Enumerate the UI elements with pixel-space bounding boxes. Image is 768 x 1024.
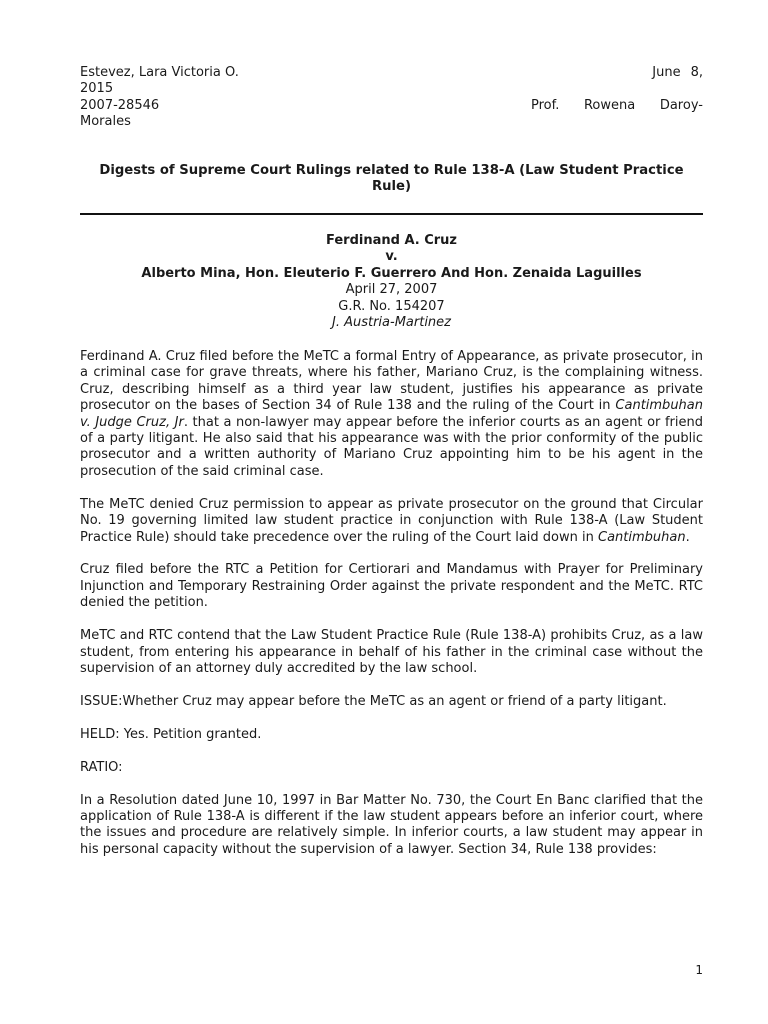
title-divider xyxy=(80,213,703,215)
prof-first: Rowena xyxy=(583,98,636,113)
page-number: 1 xyxy=(695,963,703,977)
author-name: Estevez, Lara Victoria O. xyxy=(80,65,239,80)
header-row-3 xyxy=(80,98,703,115)
decision-date: April 27, 2007 xyxy=(345,282,438,298)
versus: v. xyxy=(385,249,398,265)
document-title xyxy=(80,163,703,196)
petitioner: Ferdinand A. Cruz xyxy=(326,233,457,248)
paragraph-facts-1: Ferdinand A. Cruz filed before the MeTC a formal Entry of Appearance, as private prosecutor, in a criminal case for grave threats, where his father, Mariano Cruz, is the complaining witness. Cruz, describing himself as a third year law student, justifies his appearance as private prosecutor on the bases of Section 34 of Rule 138 and the ruling of the Court in Cantimbuhan v. Judge Cruz, Jr. that a non-lawyer may appear before the inferior courts as an agent or friend of a party litigant. He also said that his appearance was with the prior conformity of the public prosecutor and a written authority of Mariano Cruz appointing him to be his agent in the prosecution of the said criminal case. xyxy=(80,349,703,479)
paragraph-issue: ISSUE:Whether Cruz may appear before the MeTC as an agent or friend of a party litigant. xyxy=(80,693,667,709)
gr-number: G.R. No. 154207 xyxy=(338,298,445,314)
paragraph-ratio-heading: RATIO: xyxy=(80,759,123,775)
paragraph-ratio: In a Resolution dated June 10, 1997 in Bar Matter No. 730, the Court En Banc clarified that the application of Rule 138-A is different if the law student appears before an inferior court, where the issues and procedure are relatively simple. In inferior courts, a law student may appear in his personal capacity without the supervision of a lawyer. Section 34, Rule 138 provides: xyxy=(80,792,703,857)
paragraph-facts-3: Cruz filed before the RTC a Petition for Certiorari and Mandamus with Prayer for Preliminary Injunction and Temporary Restraining Order against the private respondent and the MeTC. RTC denied the petition. xyxy=(80,562,703,611)
case-caption xyxy=(80,233,703,331)
header-row-1 xyxy=(80,65,703,82)
prof-last-part1: Daroy- xyxy=(659,98,703,113)
prof-label: Prof. xyxy=(531,98,560,113)
respondents: Alberto Mina, Hon. Eleuterio F. Guerrero And Hon. Zenaida Laguilles xyxy=(141,265,642,281)
prof-last-part2: Morales xyxy=(80,114,131,129)
year: 2015 xyxy=(80,81,114,96)
case-citation: Cantimbuhan v. Judge Cruz, Jr xyxy=(80,398,703,430)
digest-body xyxy=(80,349,703,875)
student-number: 2007-28546 xyxy=(80,98,160,113)
date-part1: June xyxy=(652,65,681,80)
professor xyxy=(531,98,703,114)
case-citation-short: Cantimbuhan xyxy=(598,529,686,545)
title-line-1: Digests of Supreme Court Rulings related to Rule 138-A (Law Student Practice xyxy=(99,163,684,178)
date-part2: 8, xyxy=(690,65,703,80)
header-row-2 xyxy=(80,81,703,98)
title-line-2: Rule) xyxy=(371,179,412,195)
header-row-4 xyxy=(80,114,703,131)
paragraph-facts-4: MeTC and RTC contend that the Law Student Practice Rule (Rule 138-A) prohibits Cruz, as a law student, from entering his appearance in behalf of his father in the criminal case without the supervision of an attorney duly accredited by the law school. xyxy=(80,628,703,676)
paragraph-facts-2: The MeTC denied Cruz permission to appear as private prosecutor on the ground that Circular No. 19 governing limited law student practice in conjunction with Rule 138-A (Law Student Practice Rule) should take precedence over the ruling of the Court laid down in Cantimbuhan. xyxy=(80,496,703,545)
paragraph-held: HELD: Yes. Petition granted. xyxy=(80,726,262,742)
ponente: J. Austria-Martinez xyxy=(331,315,451,331)
date xyxy=(652,65,703,81)
